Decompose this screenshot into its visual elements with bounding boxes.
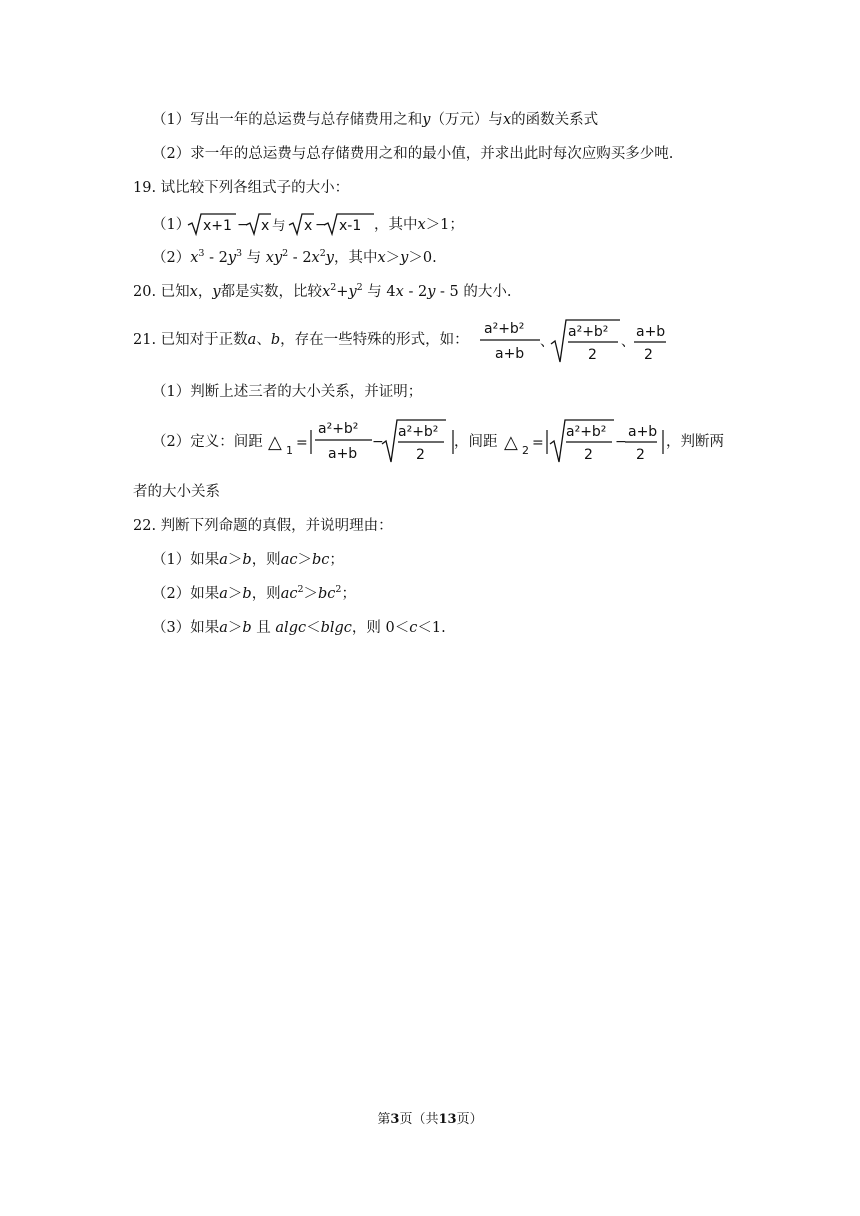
q22-stem: 22. 判断下列命题的真假，并说明理由： [133, 518, 393, 534]
page-total: 13 [438, 1112, 457, 1127]
question-number: 20. [133, 284, 157, 300]
svg-text:2: 2 [644, 347, 653, 363]
svg-text:2: 2 [416, 447, 425, 463]
q18-part2: （2）求一年的总运费与总存储费用之和的最小值，并求出此时每次应购买多少吨. [152, 146, 674, 162]
question-number: 21. [133, 332, 157, 348]
svg-text:a²+b²: a²+b² [398, 424, 439, 440]
q19-stem: 19. 试比较下列各组式子的大小： [133, 180, 350, 196]
svg-text:2: 2 [522, 444, 529, 457]
svg-text:1: 1 [286, 444, 293, 457]
q19-part2: $(2)x^3 - 2y^3$ 与 $xy^2 - 2x^2y$，其中x＞y＞0. [152, 248, 437, 266]
svg-text:a²+b²: a²+b² [568, 324, 609, 340]
q21-part2-mid: ，间距 [454, 434, 498, 450]
q18-part1: （1）写出一年的总运费与总存储费用之和y（万元）与x的函数关系式 [152, 112, 599, 128]
question-number: 19. [133, 180, 157, 196]
svg-text:a+b: a+b [495, 346, 525, 362]
svg-text:−: − [237, 217, 249, 233]
q19-radical-expression [188, 210, 378, 238]
q21-part1: （1）判断上述三者的大小关系，并证明； [152, 384, 423, 400]
svg-text:=: = [532, 435, 544, 451]
q21-stem: 21. 已知对于正数a、b，存在一些特殊的形式，如： [133, 332, 469, 348]
radicand: x+1 [203, 218, 232, 234]
svg-text:a+b: a+b [636, 324, 666, 340]
q22-part2: （2）如果a＞b，则$ac^2>bc^2$； [152, 584, 356, 602]
svg-text:a+b: a+b [328, 446, 358, 462]
q21-part2-tail: ，判断两 [666, 434, 724, 450]
svg-text:−: − [372, 434, 384, 450]
svg-text:a²+b²: a²+b² [318, 421, 359, 437]
svg-text:−: − [315, 217, 327, 233]
svg-text:−: − [615, 434, 627, 450]
svg-text:2: 2 [636, 447, 645, 463]
svg-text:2: 2 [584, 447, 593, 463]
svg-text:与: 与 [272, 218, 286, 234]
page-number: 3 [390, 1112, 400, 1127]
q22-part3: （3）如果a＞b 且 algc＜blgc，则 0＜c＜1. [152, 620, 446, 636]
svg-text:△: △ [268, 432, 282, 453]
svg-text:、: 、 [540, 334, 554, 350]
page-footer: 第3页（共13页） [377, 1112, 483, 1127]
q21-part2-cont: 者的大小关系 [133, 484, 220, 500]
q21-part2: （2）定义：间距 [152, 434, 263, 450]
svg-text:2: 2 [588, 347, 597, 363]
svg-text:a²+b²: a²+b² [484, 321, 525, 337]
svg-text:=: = [296, 435, 308, 451]
radicand: x [261, 218, 270, 234]
svg-text:、: 、 [621, 334, 635, 350]
q21-fractions [478, 316, 678, 366]
svg-text:△: △ [504, 432, 518, 453]
svg-text:a²+b²: a²+b² [566, 424, 607, 440]
q20: 20. 已知x，y都是实数，比较$x^2+y^2$ 与 4x - 2y - 5 的大小. [133, 282, 512, 300]
svg-text:a+b: a+b [628, 424, 658, 440]
radicand: x [304, 218, 313, 234]
q22-part1: （1）如果a＞b，则ac＞bc； [152, 552, 344, 568]
question-number: 22. [133, 518, 157, 534]
radicand: x-1 [339, 218, 362, 234]
